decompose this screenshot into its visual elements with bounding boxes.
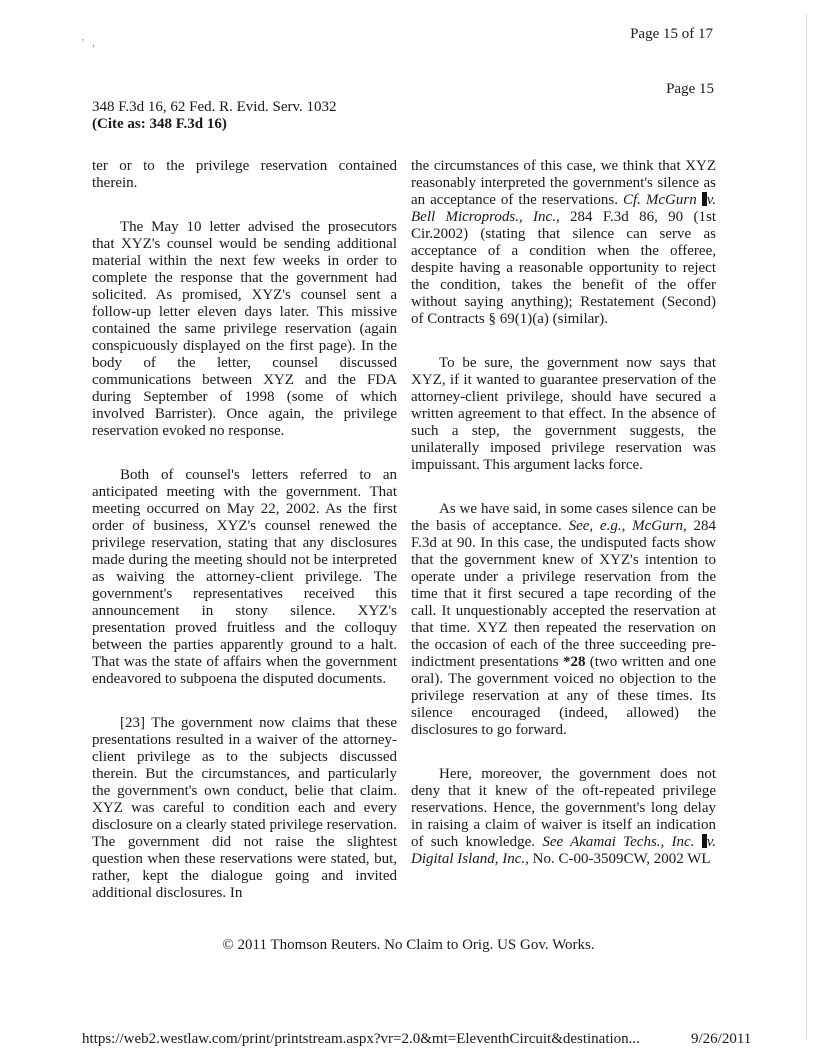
scan-edge-line (806, 14, 807, 1039)
page-count: Page 15 of 17 (630, 26, 713, 42)
paragraph (411, 501, 716, 739)
case-citation: Cf. McGurn (622, 192, 702, 208)
case-citation: See Akamai Techs., Inc. (542, 834, 702, 850)
citation-reporter: 348 F.3d 16, 62 Fed. R. Evid. Serv. 1032 (92, 99, 337, 115)
print-date: 9/26/2011 (691, 1031, 752, 1047)
source-url[interactable]: https://web2.westlaw.com/print/printstream.aspx?vr=2.0&mt=EleventhCircuit&destination... (82, 1031, 640, 1047)
paragraph: ter or to the privilege reservation contained therein. (92, 158, 397, 191)
text-run: As we have said, in some cases silence can be the basis of acceptance. (411, 501, 716, 534)
text-run: 284 F.3d 86, 90 (1st Cir.2002) (stating that silence can serve as acceptance of a condition when the offeree, despite having a reasonable opportunity to reject the condition, takes the benefit of the offer without saying anything); Restatement (Second) of Contracts § 69(1)(a) (similar). (411, 209, 716, 327)
text-run: No. C-00-3509CW, 2002 WL (528, 851, 711, 867)
text-run: Here, moreover, the government does not deny that it knew of the oft-repeated privilege reservations. Hence, the government's long delay in raising a claim of waiver is itself an indication of such knowledge. (411, 766, 716, 850)
paragraph: To be sure, the government now says that XYZ, if it wanted to guarantee preservation of the attorney-client privilege, should have secured a written agreement to that effect. In the absence of such a step, the government suggests, the unilaterally imposed privilege reservation was impuissant. This argument lacks force. (411, 355, 716, 473)
case-citation: v. Digital Island, Inc., (411, 834, 716, 867)
paragraph (411, 158, 716, 328)
right-column (411, 158, 716, 895)
paragraph: Both of counsel's letters referred to an anticipated meeting with the government. That meeting occurred on May 22, 2002. As the first order of business, XYZ's counsel renewed the privilege reservation, stating that any disclosures made during the meeting should not be interpreted as waiving the attorney-client privilege. The government's representatives received this announcement in stony silence. XYZ's presentation proved fruitless and the colloquy between the parties apparently ground to a halt. That was the state of affairs when the government endeavored to subpoena the disputed documents. (92, 467, 397, 687)
citation-block (92, 99, 337, 133)
copyright-notice: © 2011 Thomson Reuters. No Claim to Orig. US Gov. Works. (222, 937, 595, 953)
paragraph: [23] The government now claims that these presentations resulted in a waiver of the attorney-client privilege as to the subjects discussed therein. But the circumstances, and particularly the government's own conduct, belie that claim. XYZ was careful to condition each and every disclosure on a clearly stated privilege reservation. The government did not raise the slightest question when these reservations were stated, but, rather, kept the dialogue going and invited additional disclosures. In (92, 715, 397, 901)
text-run: the circumstances of this case, we think that XYZ reasonably interpreted the government's silence as an acceptance of the reservations. (411, 158, 716, 208)
case-citation: See, e.g., McGurn, (568, 518, 687, 534)
scan-speck: ' , (82, 38, 98, 49)
left-column (92, 158, 397, 929)
cite-as: (Cite as: 348 F.3d 16) (92, 116, 227, 132)
text-run: 284 F.3d at 90. In this case, the undisputed facts show that the government knew of XYZ's intention to operate under a privilege reservation from the time that it first secured a tape recording of the call. It unquestionably accepted the reservation at that time. XYZ then repeated the reservation on the occasion of each of the three succeeding pre-indictment presentations (411, 518, 717, 670)
paragraph (411, 766, 716, 868)
star-page-marker: *28 (562, 654, 586, 670)
page-number: Page 15 (666, 81, 714, 97)
case-citation: v. Bell Microprods., Inc., (411, 192, 716, 225)
text-run: (two written and one oral). The government voiced no objection to the privilege reservation at any of these times. Its silence encouraged (indeed, allowed) the disclosures to go forward. (411, 654, 716, 738)
paragraph: The May 10 letter advised the prosecutors that XYZ's counsel would be sending additional material within the next few weeks in order to complete the response that the government had solicited. As promised, XYZ's counsel sent a follow-up letter eleven days later. This missive contained the same privilege reservation (again conspicuously displayed on the first page). In the body of the letter, counsel discussed communications between XYZ and the FDA during September of 1998 (some of which involved Barrister). Once again, the privilege reservation evoked no response. (92, 219, 397, 439)
